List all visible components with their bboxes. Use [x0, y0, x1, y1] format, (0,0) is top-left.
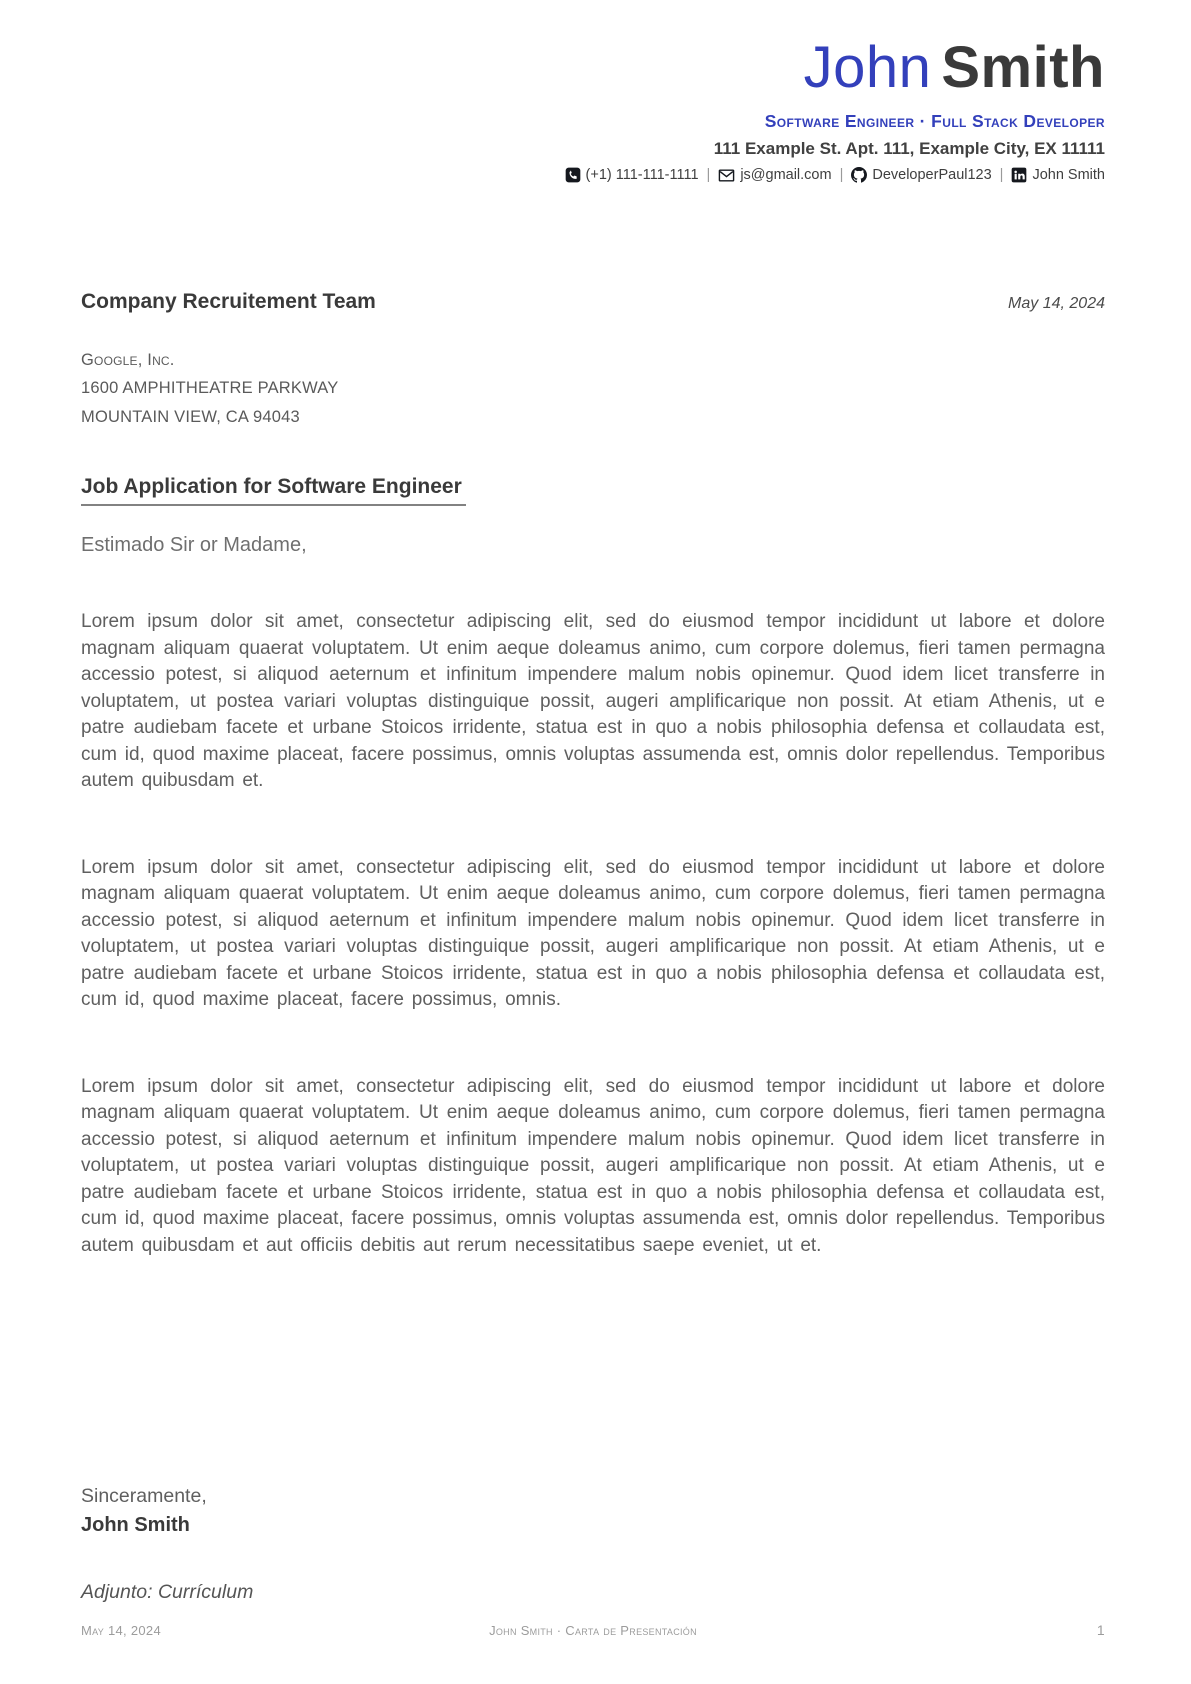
subject-wrap: [81, 475, 1105, 506]
letter-subject: Job Application for Software Engineer: [81, 475, 466, 506]
recipient-row: [81, 290, 1105, 314]
contact-github[interactable]: [851, 167, 991, 183]
contact-phone[interactable]: [565, 167, 699, 183]
recipient-city: MOUNTAIN VIEW, CA 94043: [81, 407, 300, 426]
contact-github-label: DeveloperPaul123: [872, 167, 992, 184]
github-icon: [851, 167, 867, 183]
body-paragraph: Lorem ipsum dolor sit amet, consectetur adipiscing elit, sed do eiusmod tempor incididunt ut labore et dolore magnam aliquam quaerat voluptatem. Ut enim aeque doleamus animo, cum corpore dolemus, fieri tamen permagna accessio potest, si aliquod aeternum et infinitum impendere malum nobis opinemur. Quod idem licet transferre in voluptatem, ut postea variari voluptas distinguique possit, augeri amplificarique non possit. At etiam Athenis, ut e patre audiebam facete et urbane Stoicos irridente, statua est in quo a nobis philosophia defensa et collaudata est, cum id, quod maxime placeat, facere possimus, omnis voluptas assumenda est, omnis dolor repellendus. Temporibus autem quibusdam et.: [81, 611, 1105, 792]
body-paragraph: Lorem ipsum dolor sit amet, consectetur adipiscing elit, sed do eiusmod tempor incididunt ut labore et dolore magnam aliquam quaerat voluptatem. Ut enim aeque doleamus animo, cum corpore dolemus, fieri tamen permagna accessio potest, si aliquod aeternum et infinitum impendere malum nobis opinemur. Quod idem licet transferre in voluptatem, ut postea variari voluptas distinguique possit, augeri amplificarique non possit. At etiam Athenis, ut e patre audiebam facete et urbane Stoicos irridente, statua est in quo a nobis philosophia defensa et collaudata est, cum id, quod maxime placeat, facere possimus, omnis.: [81, 856, 1105, 1011]
recipient-title: Company Recruitement Team: [81, 289, 376, 313]
mail-icon: [718, 167, 735, 184]
contact-linkedin-label: John Smith: [1032, 167, 1105, 184]
page-footer: [81, 1622, 1105, 1638]
closing: Sinceramente,: [81, 1485, 207, 1508]
contact-email[interactable]: [718, 167, 831, 184]
contact-line: [81, 167, 1105, 184]
signature-name: John Smith: [81, 1514, 190, 1537]
letter-date: May 14, 2024: [1008, 294, 1105, 312]
contact-linkedin[interactable]: [1011, 167, 1105, 183]
footer-date: May 14, 2024: [81, 1623, 161, 1638]
contact-separator: |: [706, 167, 711, 184]
enclosure-note: Adjunto: Currículum: [81, 1581, 254, 1604]
contact-separator: |: [839, 167, 844, 184]
recipient-street: 1600 AMPHITHEATRE PARKWAY: [81, 379, 339, 398]
contact-email-label: js@gmail.com: [740, 167, 832, 184]
salutation: Estimado Sir or Madame,: [81, 534, 307, 557]
applicant-last-name: Smith: [941, 35, 1105, 100]
recipient-address: [81, 346, 1105, 432]
contact-phone-label: (+1) 111-111-1111: [585, 167, 699, 184]
applicant-name: [81, 35, 1105, 100]
phone-icon: [565, 167, 581, 183]
applicant-first-name: John: [803, 35, 932, 100]
letter-header: [81, 35, 1105, 184]
body-paragraph: Lorem ipsum dolor sit amet, consectetur adipiscing elit, sed do eiusmod tempor incididunt ut labore et dolore magnam aliquam quaerat voluptatem. Ut enim aeque doleamus animo, cum corpore dolemus, fieri tamen permagna accessio potest, si aliquod aeternum et infinitum impendere malum nobis opinemur. Quod idem licet transferre in voluptatem, ut postea variari voluptas distinguique possit, augeri amplificarique non possit. At etiam Athenis, ut e patre audiebam facete et urbane Stoicos irridente, statua est in quo a nobis philosophia defensa et collaudata est, cum id, quod maxime placeat, facere possimus, omnis voluptas assumenda est, omnis dolor repellendus. Temporibus autem quibusdam et aut officiis debitis aut rerum necessitatibus saepe eveniet, ut et.: [81, 1075, 1105, 1256]
applicant-address: 111 Example St. Apt. 111, Example City, EX 11111: [713, 138, 1105, 158]
contact-separator: |: [999, 167, 1004, 184]
footer-title: John Smith · Carta de Presentación: [489, 1623, 697, 1638]
linkedin-icon: [1011, 167, 1027, 183]
applicant-position: Software Engineer · Full Stack Developer: [764, 110, 1105, 131]
footer-page-number: 1: [1096, 1622, 1105, 1638]
recipient-company: Google, Inc.: [81, 350, 175, 369]
